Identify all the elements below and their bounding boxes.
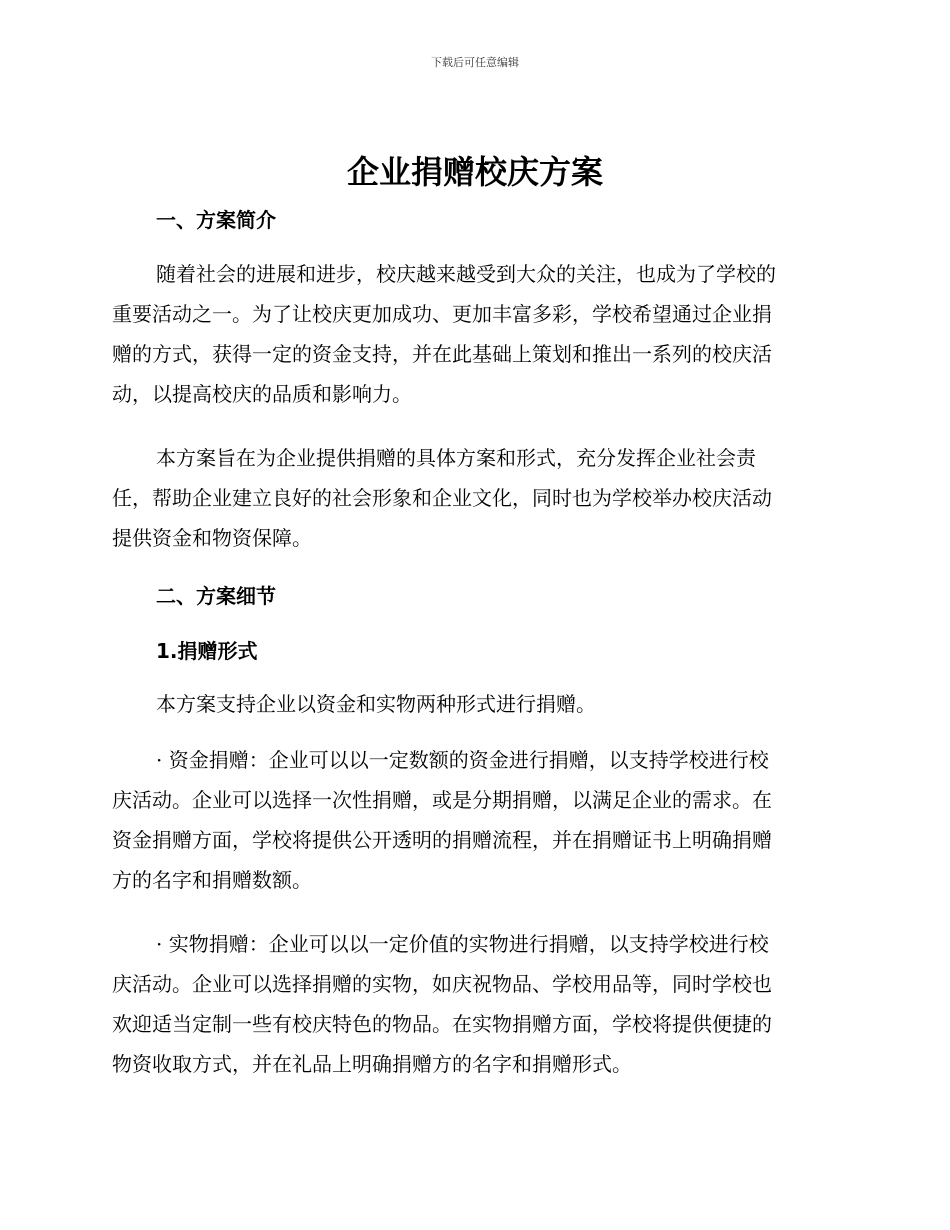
paragraph-donation-intro xyxy=(112,684,832,724)
text-line: 赠的方式，获得一定的资金支持，并在此基础上策划和推出一系列的校庆活 xyxy=(112,342,772,366)
text-line: 庆活动。企业可以选择一次性捐赠，或是分期捐赠，以满足企业的需求。在 xyxy=(112,788,772,812)
section-heading-details: 二、方案细节 xyxy=(156,584,276,608)
text-line: 欢迎适当定制一些有校庆特色的物品。在实物捐赠方面，学校将提供便捷的 xyxy=(112,1012,772,1036)
text-line: 随着社会的进展和进步，校庆越来越受到大众的关注，也成为了学校的 xyxy=(156,262,776,286)
subheading-donation-forms: 1.捐赠形式 xyxy=(156,639,258,663)
text-line: 本方案旨在为企业提供捐赠的具体方案和形式，充分发挥企业社会责 xyxy=(156,446,756,470)
text-line: 资金捐赠方面，学校将提供公开透明的捐赠流程，并在捐赠证书上明确捐赠 xyxy=(112,828,772,852)
text-line: · 资金捐赠：企业可以以一定数额的资金进行捐赠，以支持学校进行校 xyxy=(156,748,769,772)
header-note: 下载后可任意编辑 xyxy=(431,56,519,69)
section-heading-overview: 一、方案简介 xyxy=(156,208,276,232)
text-line: 重要活动之一。为了让校庆更加成功、更加丰富多彩，学校希望通过企业捐 xyxy=(112,302,772,326)
text-line: 提供资金和物资保障。 xyxy=(112,526,312,550)
text-line: · 实物捐赠：企业可以以一定价值的实物进行捐赠，以支持学校进行校 xyxy=(156,932,769,956)
text-line: 方的名字和捐赠数额。 xyxy=(112,868,312,892)
paragraph-cash-donation xyxy=(112,740,832,900)
paragraph-in-kind-donation xyxy=(112,924,832,1084)
text-line: 庆活动。企业可以选择捐赠的实物，如庆祝物品、学校用品等，同时学校也 xyxy=(112,972,772,996)
text-line: 动，以提高校庆的品质和影响力。 xyxy=(112,382,412,406)
text-line: 任，帮助企业建立良好的社会形象和企业文化，同时也为学校举办校庆活动 xyxy=(112,486,772,510)
text-line: 本方案支持企业以资金和实物两种形式进行捐赠。 xyxy=(156,692,596,716)
text-line: 物资收取方式，并在礼品上明确捐赠方的名字和捐赠形式。 xyxy=(112,1052,632,1076)
document-title: 企业捐赠校庆方案 xyxy=(346,153,603,191)
paragraph-overview-1 xyxy=(112,254,832,414)
paragraph-overview-2 xyxy=(112,438,832,558)
